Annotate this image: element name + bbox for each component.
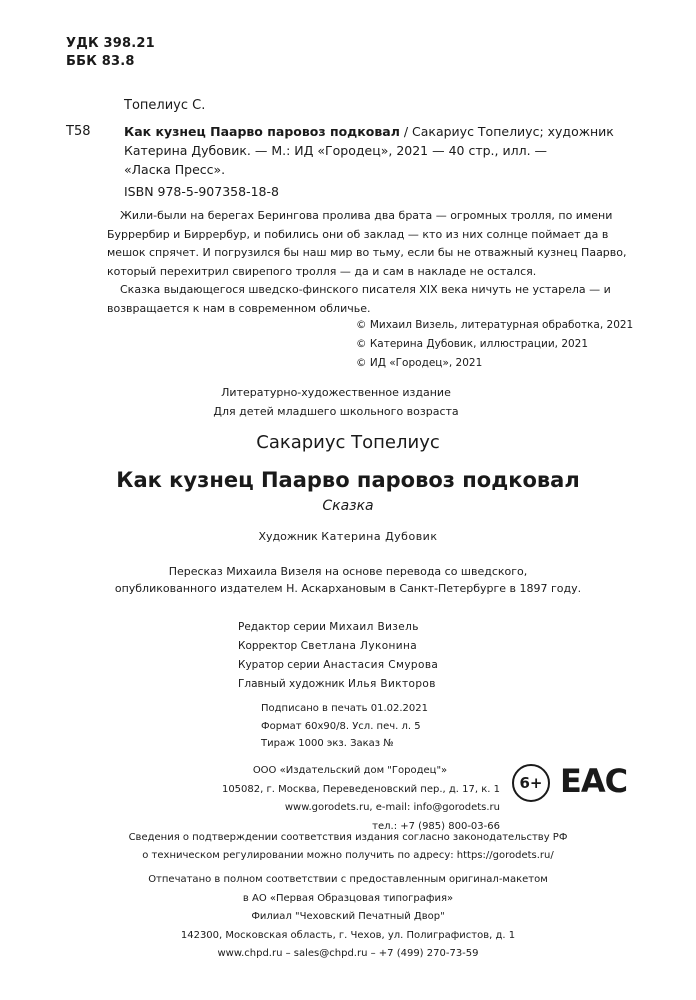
biblio-line3: «Ласка Пресс». bbox=[124, 162, 226, 177]
publisher-phone: тел.: +7 (985) 800-03-66 bbox=[372, 820, 500, 832]
printer-line: 142300, Московская область, г. Чехов, ул. Полиграфистов, д. 1 bbox=[180, 929, 516, 941]
age-group-line: Для детей младшего школьного возраста bbox=[213, 405, 459, 418]
conformity-line: Сведения о подтверждении соответствия издания согласно законодательству РФ bbox=[128, 832, 568, 843]
copyright-list bbox=[356, 316, 633, 373]
credit-name: Илья Викторов bbox=[348, 678, 436, 690]
credit-name: Светлана Луконина bbox=[300, 640, 418, 652]
print-info bbox=[261, 700, 428, 753]
credit-line bbox=[238, 675, 438, 694]
age-rating-badge: 6+ bbox=[512, 764, 550, 802]
printer-line: Филиал "Чеховский Печатный Двор" bbox=[251, 911, 445, 922]
credit-line bbox=[238, 637, 438, 656]
printer-line: www.chpd.ru – sales@chpd.ru – +7 (499) 270-73-59 bbox=[217, 948, 479, 959]
print-line: Формат 60х90/8. Усл. печ. л. 5 bbox=[261, 720, 421, 732]
bibliographic-entry bbox=[124, 122, 644, 179]
conformity-note bbox=[0, 829, 696, 864]
credit-name: Михаил Визель bbox=[329, 621, 419, 633]
credit-role: Куратор серии bbox=[238, 659, 320, 671]
abstract-paragraph-1: Жили-были на берегах Берингова пролива два брата — огромных тролля, по имени Буррербир и Биррербур, и побились они об заклад — кто из них солнце поймает да в мешок спрячет. И погрузился бы наш мир во тьму, если бы не отважный кузнец Паарво, который перехитрил свирепого тролля — да и сам в накладе не остался. bbox=[107, 209, 627, 278]
copyright-line: © Катерина Дубовик, иллюстрации, 2021 bbox=[356, 338, 589, 350]
illustrator-label: Художник bbox=[258, 530, 318, 543]
publisher-name: ООО «Издательский дом "Городец"» bbox=[252, 765, 448, 776]
genre-line: Литературно-художественное издание bbox=[221, 386, 451, 399]
eac-mark-icon: EAC bbox=[560, 762, 628, 800]
genre-block bbox=[0, 383, 684, 421]
retelling-line: Пересказ Михаила Визеля на основе перевода со шведского, bbox=[168, 565, 528, 578]
biblio-rest-line1: / Сакариус Топелиус; художник bbox=[399, 124, 614, 139]
biblio-line2: Катерина Дубовик. — М.: ИД «Городец», 2021 — 40 стр., илл. — bbox=[124, 143, 548, 158]
author-full: Сакариус Топелиус bbox=[256, 432, 440, 453]
printer-info bbox=[0, 871, 696, 964]
printer-line: Отпечатано в полном соответствии с предоставленным оригинал-макетом bbox=[148, 874, 548, 885]
conformity-line: о техническом регулировании можно получить по адресу: https://gorodets.ru/ bbox=[142, 849, 554, 861]
credit-role: Корректор bbox=[238, 640, 298, 652]
credit-line bbox=[238, 656, 438, 675]
author-mark: Т58 bbox=[66, 124, 91, 139]
publisher-info bbox=[180, 762, 500, 836]
retelling-note bbox=[0, 563, 696, 597]
copyright-line: © Михаил Визель, литературная обработка, 2021 bbox=[356, 319, 634, 331]
biblio-title: Как кузнец Паарво паровоз подковал bbox=[124, 124, 400, 139]
abstract bbox=[107, 207, 637, 318]
publisher-address: 105082, г. Москва, Переведеновский пер., д. 17, к. 1 bbox=[221, 783, 500, 795]
publisher-web: www.gorodets.ru, e-mail: info@gorodets.ru bbox=[284, 802, 500, 813]
credit-role: Главный художник bbox=[238, 678, 345, 690]
print-line: Тираж 1000 экз. Заказ № bbox=[261, 738, 394, 749]
copyright-line: © ИД «Городец», 2021 bbox=[356, 357, 483, 369]
abstract-paragraph-2: Сказка выдающегося шведско-финского писателя XIX века ничуть не устарела — и возвращается к нам в современном обличье. bbox=[107, 283, 611, 315]
credit-name: Анастасия Смурова bbox=[323, 659, 439, 671]
udk-code: УДК 398.21 bbox=[66, 36, 155, 51]
book-subtitle: Сказка bbox=[322, 498, 374, 514]
isbn: ISBN 978-5-907358-18-8 bbox=[124, 184, 279, 199]
book-title: Как кузнец Паарво паровоз подковал bbox=[116, 468, 580, 492]
retelling-line: опубликованного издателем Н. Аскархановым в Санкт-Петербурге в 1897 году. bbox=[114, 582, 582, 595]
author-short: Топелиус С. bbox=[124, 98, 206, 113]
credit-line bbox=[238, 618, 438, 637]
illustrator-line bbox=[0, 528, 696, 545]
print-line: Подписано в печать 01.02.2021 bbox=[261, 703, 429, 714]
credit-role: Редактор серии bbox=[238, 621, 326, 633]
printer-line: в АО «Первая Образцовая типография» bbox=[242, 892, 454, 904]
staff-credits bbox=[238, 618, 438, 694]
illustrator-name: Катерина Дубовик bbox=[321, 530, 438, 543]
bbk-code: ББК 83.8 bbox=[66, 54, 135, 69]
